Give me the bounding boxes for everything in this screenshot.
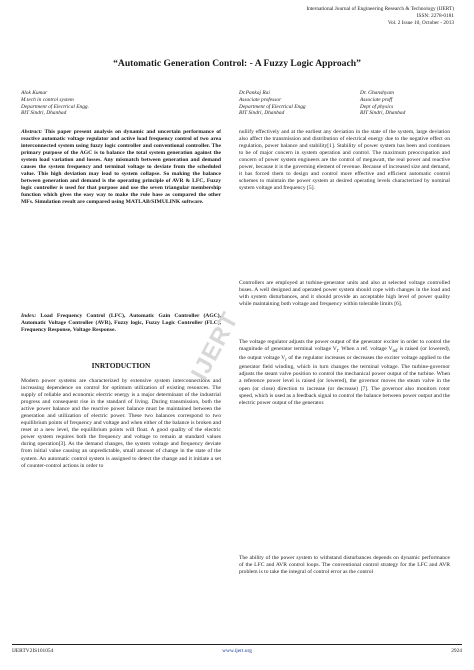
paragraph: The ability of the power system to withstand disturbances depends on dynamic performance of the LFC and AVR control loops. The conventional control strategy for the LFC and AVR problem is to take the integral of control error as the control bbox=[239, 555, 450, 576]
right-paragraph-2 bbox=[239, 280, 450, 308]
index-label: Index: bbox=[21, 313, 37, 319]
footer-paper-id: IJERTV2IS101054 bbox=[12, 648, 54, 654]
author-role: Associate proff bbox=[360, 96, 393, 103]
author-block-3 bbox=[360, 90, 405, 117]
author-name: Dr.Pankaj Rai bbox=[239, 90, 270, 96]
author-inst: BIT Sindri, Dhanbad bbox=[21, 110, 67, 117]
author-block-2 bbox=[239, 90, 306, 117]
text-run: . When a ref. voltage V bbox=[338, 346, 393, 353]
text-run: of the regulator increases or decreases the exciter voltage applied to the generator field winding, which in turn changes the terminal voltage. The turbine-governor adjusts the steam valve position to control the mechanical power output of the turbine. When a reference power level is raised (or lowered), the governor moves the steam valve in the open (or close) direction to increase (or decrease) [7]. The governor also monitors rotor speed, which is used as a feedback signal to control the balance between power output and the electric power output of the generator. bbox=[239, 355, 450, 406]
abstract bbox=[21, 129, 221, 207]
abstract-label: Abstract: bbox=[21, 129, 43, 135]
author-name: Alok Kumar bbox=[21, 90, 48, 96]
author-inst: BIT Sindri, Dhanbad bbox=[360, 110, 406, 117]
journal-name: International Journal of Engineering Research & Technology (IJERT) bbox=[306, 6, 454, 12]
introduction-text bbox=[21, 378, 221, 470]
index-text: Load Frequency Control (LFC), Automatic Gain Controller (AGC), Automatic Voltage Controller (AVR), Fuzzy logic, Fuzzy Logic Controller (FLC), Frequency Response, Voltage Response. bbox=[21, 313, 221, 334]
journal-issn: ISSN: 2278-0181 bbox=[416, 12, 454, 19]
author-dept: Department of Electrical Engg bbox=[239, 103, 306, 110]
author-role: M.tech in control system bbox=[21, 96, 74, 103]
paragraph: Controllers are employed at turbine-generator units and also at selected voltage controlled buses. A well designed and operated power system should cope with changes in the load and with system disturbances, and it should provide an acceptable high level of power quality while maintaining both voltage and frequency within tolerable limits [6]. bbox=[239, 280, 450, 308]
subscript: t bbox=[336, 349, 339, 355]
author-block-1 bbox=[21, 90, 89, 117]
right-paragraph-1 bbox=[239, 129, 450, 192]
subscript: r bbox=[285, 358, 287, 364]
footer-page-number: 2924 bbox=[451, 648, 462, 654]
author-dept: Department of Electrical Engg. bbox=[21, 103, 89, 110]
text-run: The voltage regulator adjusts the power output of the generator exciter in order to control the magnitude of generator terminal voltage V bbox=[239, 339, 450, 353]
author-inst: BIT Sindri, Dhanbad bbox=[239, 110, 285, 117]
author-role: Associate professor bbox=[239, 96, 282, 103]
paragraph: nullify effectively and at the earliest any deviation in the state of the system, large deviation also affect the transmission and distribution of electrical energy due to the negative effect on regulation, power balance and stability[1]. Stability of power system has been and continues to be of major concern in system operation and control. The maximum preoccupation and concern of power system engineers are the control of megawatt, the real power and reactive power, because it is the governing element of revenue. Because of increased size and demand, it has forced them to design and control more effective and efficient automatic control schemes to maintain the power system at desired operating levels characterized by nominal system voltage and frequency [5]. bbox=[239, 129, 450, 192]
index-terms bbox=[21, 313, 221, 334]
right-paragraph-3 bbox=[239, 339, 450, 407]
journal-header bbox=[194, 6, 454, 26]
section-heading-introduction: INRTODUCTION bbox=[91, 361, 151, 370]
text-run: is raised (or lowered), the output voltage V bbox=[239, 346, 451, 362]
subscript: ref bbox=[392, 349, 398, 355]
author-name: Dr. Ghanshyam bbox=[360, 90, 394, 96]
footer-divider bbox=[12, 644, 462, 645]
journal-volume: Vol. 2 Issue 10, October - 2013 bbox=[387, 19, 454, 26]
right-paragraph-4 bbox=[239, 555, 450, 576]
abstract-text: This paper present analysis on dynamic and uncertain performance of reactive automatic voltage regulator and active load frequency control of two area interconnected system using fuzzy logic controller and conventional controller. The primary purpose of the AGC is to balance the total system generation against the system load variation and losses. Any mismatch between generation and demand causes the system frequency and terminal voltage to deviate from the scheduled value. This high deviation may lead to system collapse. So making the balance between generation and demand is the operating principle of AVR & LFC, Fuzzy logic controller is used for that purpose and use the seven triangular membership function which gives the easy way to make the rule base as compared the other MFs. Simulation result are compared using MATLAB/SIMULINK software. bbox=[21, 129, 221, 206]
paper-title: “Automatic Generation Control: - A Fuzzy Logic Approach” bbox=[113, 58, 361, 69]
paragraph: Modern power systems are characterized by extensive system interconnections and increasing dependence on control for optimum utilization of existing resources. The supply of reliable and economic electric energy is a major determinant of the industrial progress and consequent rise in the standard of living. During transmission, both the active power balance and the reactive power balance must be maintained between the generation and utilization of electric power. These two balances correspond to two equilibrium points of frequency and voltage and when either of the balance is broken and reset at a new level, the equilibrium points will float. A good quality of the electric power system requires both the frequency and voltage to remain at standard values during operation[3]. As the demand changes, the system voltage and frequency deviate from initial value causing an unpredictable, small amount of change in the state of the system. An automatic control system is assigned to detect the change and it initiate a set of counter-control actions in order to bbox=[21, 378, 221, 469]
author-dept: Dept of physics bbox=[360, 103, 394, 110]
footer-website-link[interactable]: www.ijert.org bbox=[222, 648, 252, 654]
watermark: IJERT bbox=[186, 307, 245, 385]
paragraph bbox=[239, 339, 450, 407]
